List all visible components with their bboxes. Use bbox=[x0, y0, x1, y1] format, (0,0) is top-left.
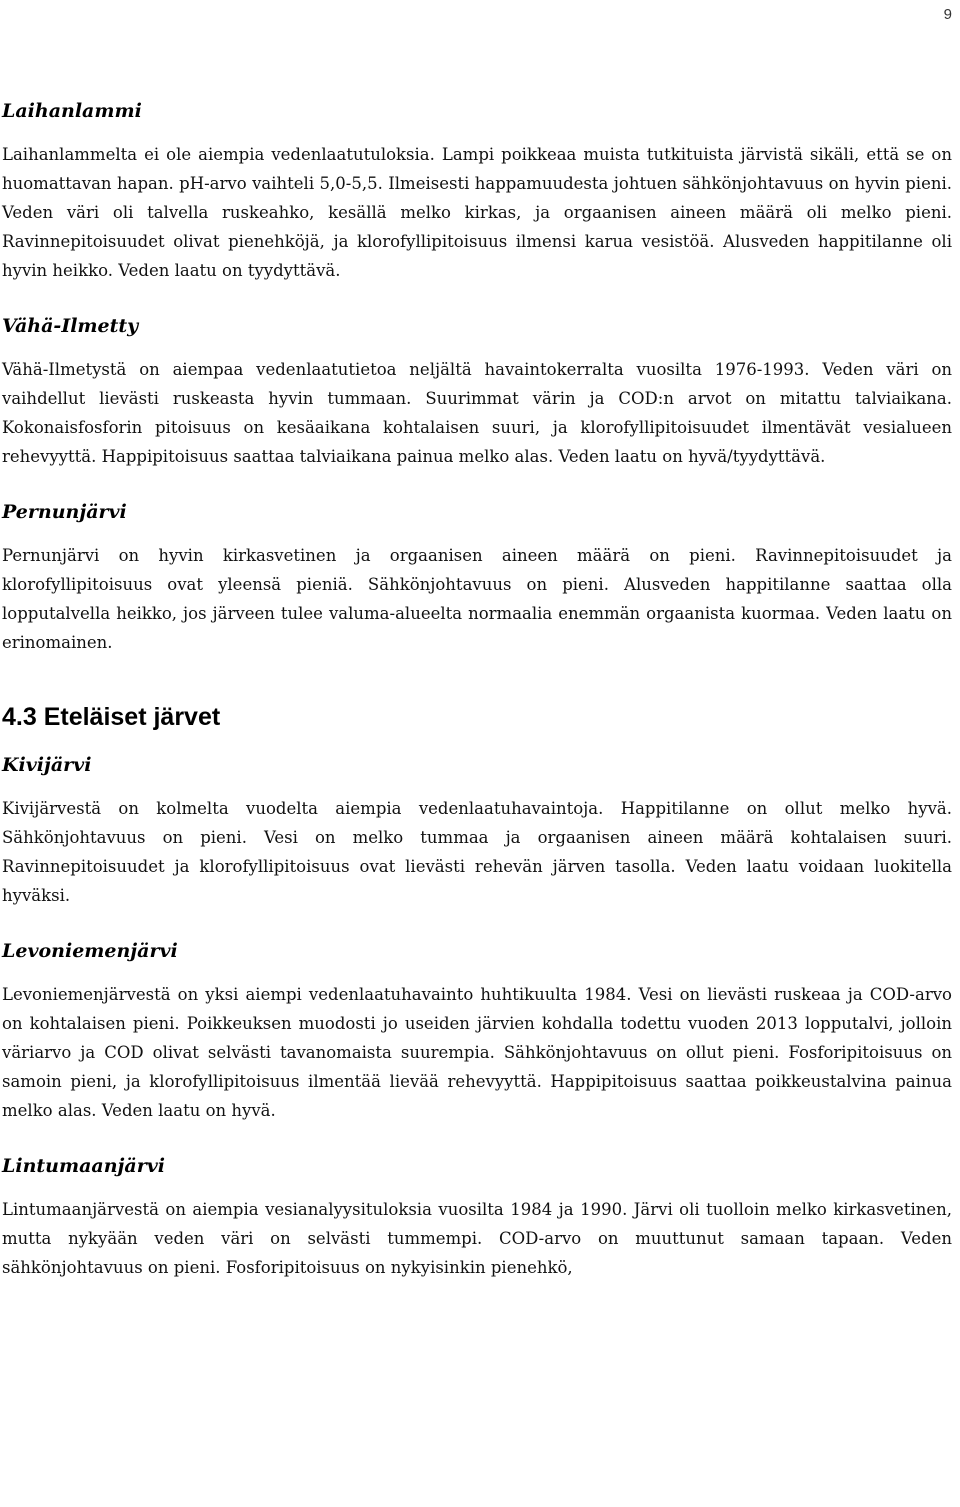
paragraph-pernunjarvi: Pernunjärvi on hyvin kirkasvetinen ja orgaanisen aineen määrä on pieni. Ravinnepitoisuudet ja klorofyllipitoisuus ovat yleensä pieniä. Sähkönjohtavuus on pieni. Alusveden happitilanne saattaa olla lopputalvella heikko, jos järveen tulee valuma-alueelta normaalia enemmän orgaanista kuormaa. Veden laatu on erinomainen. bbox=[2, 546, 952, 652]
heading-lintumaanjarvi: Lintumaanjärvi bbox=[2, 1155, 165, 1177]
paragraph-kivijarvi: Kivijärvestä on kolmelta vuodelta aiempia vedenlaatuhavaintoja. Happitilanne on ollut melko hyvä. Sähkönjohtavuus on pieni. Vesi on melko tummaa ja orgaanisen aineen määrä kohtalaisen suuri. Ravinnepitoisuudet ja klorofyllipitoisuus ovat lievästi rehevän järven tasolla. Veden laatu voidaan luokitella hyväksi. bbox=[2, 799, 952, 905]
heading-kivijarvi: Kivijärvi bbox=[2, 754, 92, 776]
heading-vaha-ilmetty: Vähä-Ilmetty bbox=[2, 315, 139, 337]
document-body bbox=[2, 100, 952, 1312]
heading-levoniemenjarvi: Levoniemenjärvi bbox=[2, 940, 178, 962]
paragraph-vaha-ilmetty: Vähä-Ilmetystä on aiempaa vedenlaatutietoa neljältä havaintokerralta vuosilta 1976-1993. Veden väri on vaihdellut lievästi ruskeasta hyvin tummaan. Suurimmat värin ja COD:n arvot on mitattu talviaikana. Kokonaisfosforin pitoisuus on kesäaikana kohtalaisen suuri, ja klorofyllipitoisuudet ilmentävät vesialueen rehevyyttä. Happipitoisuus saattaa talviaikana painua melko alas. Veden laatu on hyvä/tyydyttävä. bbox=[2, 360, 952, 466]
section-heading-etelaiset-jarvet: 4.3 Eteläiset järvet bbox=[2, 703, 221, 731]
heading-laihanlammi: Laihanlammi bbox=[2, 100, 142, 122]
paragraph-levoniemenjarvi: Levoniemenjärvestä on yksi aiempi vedenlaatuhavainto huhtikuulta 1984. Vesi on lievästi ruskeaa ja COD-arvo on kohtalaisen pieni. Poikkeuksen muodosti jo useiden järvien kohdalla todettu vuoden 2013 lopputalvi, jolloin väriarvo ja COD olivat selvästi tavanomaista suurempia. Sähkönjohtavuus on ollut pieni. Fosforipitoisuus on samoin pieni, ja klorofyllipitoisuus ilmentää lievää rehevyyttä. Happipitoisuus saattaa poikkeustalvina painua melko alas. Veden laatu on hyvä. bbox=[2, 985, 952, 1120]
page-number: 9 bbox=[943, 6, 952, 23]
paragraph-lintumaanjarvi: Lintumaanjärvestä on aiempia vesianalyysituloksia vuosilta 1984 ja 1990. Järvi oli tuolloin melko kirkasvetinen, mutta nykyään veden väri on selvästi tummempi. COD-arvo on muuttunut samaan tapaan. Veden sähkönjohtavuus on pieni. Fosforipitoisuus on nykyisinkin pienehkö, bbox=[2, 1200, 952, 1277]
heading-pernunjarvi: Pernunjärvi bbox=[2, 501, 127, 523]
paragraph-laihanlammi: Laihanlammelta ei ole aiempia vedenlaatutuloksia. Lampi poikkeaa muista tutkituista järvistä sikäli, että se on huomattavan hapan. pH-arvo vaihteli 5,0-5,5. Ilmeisesti happamuudesta johtuen sähkönjohtavuus on hyvin pieni. Veden väri oli talvella ruskeahko, kesällä melko kirkas, ja orgaanisen aineen määrä oli melko pieni. Ravinnepitoisuudet olivat pienehköjä, ja klorofyllipitoisuus ilmensi karua vesistöä. Alusveden happitilanne oli hyvin heikko. Veden laatu on tyydyttävä. bbox=[2, 145, 952, 280]
